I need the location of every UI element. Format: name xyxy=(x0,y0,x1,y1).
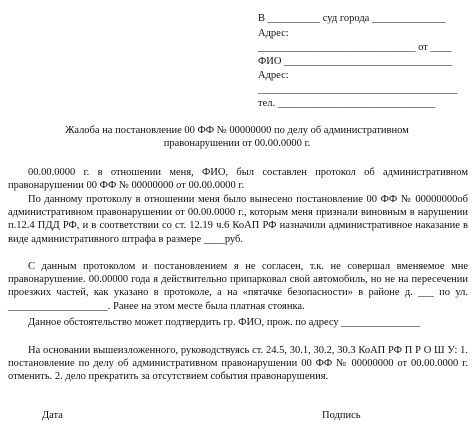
address-line-2: ______________________________ от ____ xyxy=(258,42,452,53)
paragraph-2: По данному протоколу в отношении меня было вынесено постановление 00 ФФ № 00000000об административном правонарушении от 00.00.0000 г., которым меня признали виновным в нарушении п.12.4 ПДД РФ, и в соответствии со ст. 12.19 ч.6 КоАП РФ назначили административное наказание в виде административного штрафа в размере ____руб. xyxy=(8,194,468,245)
paragraph-4: Данное обстоятельство может подтвердить гр. ФИО, прож. по адресу _______________ xyxy=(28,317,421,328)
paragraph-3: С данным протоколом и постановлением я не согласен, т.к. не совершал вменяемое мне правонарушение. 00.00000 года я действительно припарковал свой автомобиль, но не на пересечении проезжих частей, как указано в протоколе, а на «пятачке безопасности» в районе д. ___ по ул. ___________________. Ранее на этом месте была платная стоянка. xyxy=(8,261,468,312)
address-line-3: Адрес: xyxy=(258,70,292,81)
fio-line: ФИО ________________________________ xyxy=(258,56,453,67)
document-title-line-1: Жалоба на постановление 00 ФФ № 00000000 по делу об административном xyxy=(65,125,409,136)
phone-line: тел. ______________________________ xyxy=(258,98,436,109)
paragraph-1: 00.00.0000 г. в отношении меня, ФИО, был составлен протокол об административном правонарушении 00 ФФ № 00000000 от 00.00.0000 г. xyxy=(8,167,468,192)
address-line-1: Адрес: xyxy=(258,28,292,39)
signature-label: Подпись xyxy=(322,410,361,421)
court-line: В __________ суд города ______________ xyxy=(258,13,446,24)
blank-line: ______________________________________ xyxy=(258,84,458,95)
document-title-line-2: правонарушении от 00.00.0000 г. xyxy=(163,138,311,149)
paragraph-5: На основании вышеизложенного, руководствуясь ст. 24.5, 30.1, 30.2, 30.3 КоАП РФ П Р О Ш У: 1. постановление по делу об административном правонарушении 00 ФФ № 00000000 от 00.00.0000 г. отменить. 2. дело прекратить за отсутствием события правонарушения. xyxy=(8,345,468,383)
date-label: Дата xyxy=(42,410,63,421)
